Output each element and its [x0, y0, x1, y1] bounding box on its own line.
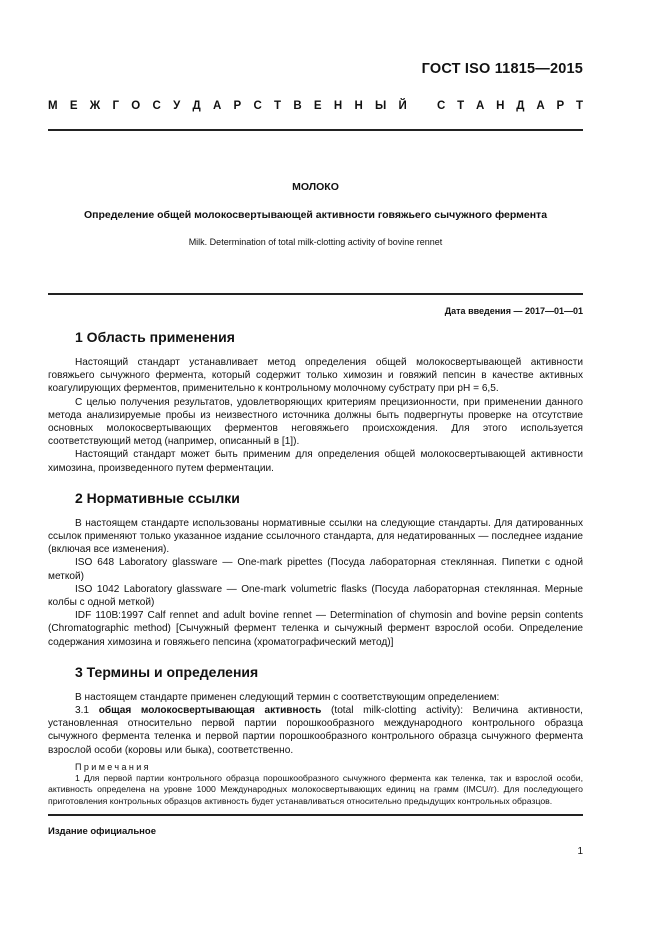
heading-letter: Г [112, 100, 119, 112]
reference-item: IDF 110B:1997 Calf rennet and adult bovine rennet — Determination of chymosin and bovine pepsin contents (Chromatographic method) [Сычужный фермент теленка и сычужный фермент взрослой особи. Определение содержания химозина и говяжьего пепсина (хроматографический метод)] [48, 610, 583, 648]
heading-letter: Ы [375, 100, 387, 112]
heading-letter: Н [333, 100, 343, 112]
document-subtitle: Определение общей молокосвертывающей активности говяжьего сычужного фермента [83, 209, 548, 221]
term-number: 3.1 [75, 705, 90, 717]
heading-letter: У [173, 100, 181, 112]
document-body [48, 327, 583, 820]
term-name: общая молокосвертывающая активность [98, 705, 322, 717]
heading-letter: М [48, 100, 58, 112]
title-rule [48, 293, 583, 295]
effective-date: Дата введения — 2017—01—01 [444, 306, 583, 316]
heading-letter: Р [233, 100, 242, 112]
heading-letter: Д [516, 100, 525, 112]
heading-letter: А [536, 100, 545, 112]
footer-rule [48, 814, 583, 816]
note-text: 1 Для первой партии контрольного образца порошкообразного сычужного фермента как теленка, так и взрослой особи, активность определена на уровне 1000 Международных молокосвертывающих единиц на грамм (IMCU/г). Для последующего приготовления контрольных образцов активность будет устанавливаться относительно предыдущих контрольных образцов. [48, 772, 583, 806]
paragraph: Настоящий стандарт устанавливает метод определения общей молокосвертывающей активности говяжьего сычужного фермента, который содержит только химозин и говяжий пепсин в качестве активных коагулирующих ферментов, применительно к контрольному молочному субстрату при pH = 6,5. [48, 357, 583, 395]
heading-letter: Т [575, 100, 583, 112]
reference-item: ISO 648 Laboratory glassware — One-mark pipettes (Посуда лабораторная стеклянная. Пипетки с одной меткой) [48, 557, 583, 582]
heading-letter: Е [313, 100, 322, 112]
heading-letter: В [293, 100, 302, 112]
section-normative-references [48, 488, 583, 649]
term-definition: (total milk-clotting activity): Величина активности, установленная относительно первой партии порошкообразного международного контрольного образца сычужного фермента теленка и первой партии порошкообразного контрольного образца сычужного фермента взрослой особи (коровы или быка), соответственно. [48, 705, 583, 756]
heading-letter: С [437, 100, 446, 112]
section-heading: 3 Термины и определения [75, 663, 259, 680]
paragraph: С целью получения результатов, удовлетворяющих критериям прецизионности, при применении данного метода анализируемые пробы из неизвестного источника должны быть подвергнуты проверке на отсутствие основных молокосвертывающих ферментов неговяжьего происхождения. Для этого используется соответствующий метод (например, описанный в [1]). [48, 396, 583, 448]
edition-label: Издание официальное [48, 826, 156, 837]
interstate-word [48, 100, 407, 112]
heading-letter: С [152, 100, 161, 112]
heading-letter: С [253, 100, 262, 112]
heading-letter: Т [274, 100, 282, 112]
header-rule [48, 129, 583, 131]
heading-letter: Д [192, 100, 201, 112]
paragraph: В настоящем стандарте применен следующий термин с соответствующим определением: [75, 691, 500, 703]
standard-word [437, 100, 583, 112]
document-title: МОЛОКО [292, 181, 339, 193]
heading-letter: О [131, 100, 141, 112]
document-title-english: Milk. Determination of total milk-clotting activity of bovine rennet [188, 237, 443, 247]
heading-letter: Н [496, 100, 505, 112]
heading-letter: Ж [89, 100, 101, 112]
heading-letter: Р [556, 100, 565, 112]
section-terms [48, 662, 583, 807]
heading-letter: Н [354, 100, 363, 112]
term-entry [48, 704, 583, 757]
reference-item: ISO 1042 Laboratory glassware — One-mark volumetric flasks (Посуда лабораторная стеклянная. Мерные колбы с одной меткой) [48, 583, 583, 609]
standard-number: ГОСТ ISO 11815—2015 [421, 61, 583, 77]
heading-letter: Т [457, 100, 465, 112]
page-number: 1 [577, 846, 583, 857]
heading-letter: Й [398, 100, 407, 112]
paragraph: В настоящем стандарте использованы нормативные ссылки на следующие стандарты. Для датированных ссылок применяют только указанное издание ссылочного стандарта, для недатированных — последнее издание (включая все изменения). [48, 517, 583, 556]
heading-letter: А [476, 100, 485, 112]
interstate-standard-heading [48, 100, 583, 112]
notes-heading: Примечания [75, 761, 151, 772]
section-scope [48, 327, 583, 475]
paragraph: Настоящий стандарт может быть применим для определения общей молокосвертывающей активности химозина, произведенного путем ферментации. [48, 449, 583, 474]
heading-letter: Е [69, 100, 78, 112]
section-heading: 2 Нормативные ссылки [75, 489, 240, 506]
heading-letter: А [212, 100, 222, 112]
section-heading: 1 Область применения [75, 329, 235, 345]
